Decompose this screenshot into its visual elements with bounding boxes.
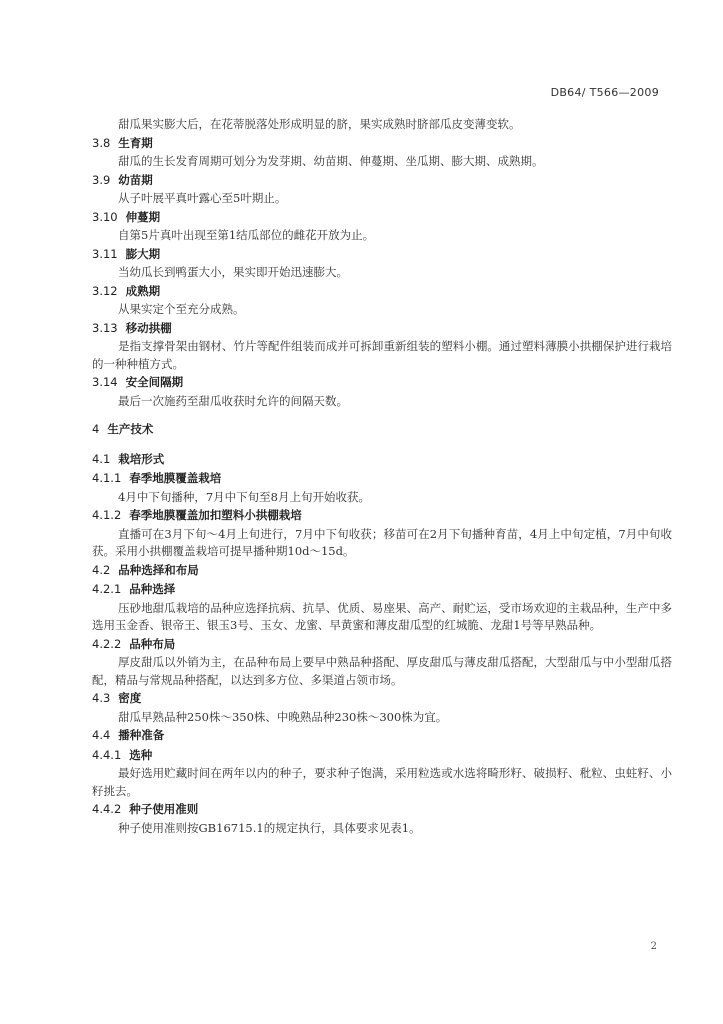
section-title: 春季地膜覆盖加扣塑料小拱棚栽培 xyxy=(129,508,302,522)
section-title: 品种选择和布局 xyxy=(118,562,199,577)
section-heading xyxy=(92,506,672,526)
section-title: 成熟期 xyxy=(125,283,161,298)
paragraph: 当幼瓜长到鸭蛋大小，果实即开始迅速膨大。 xyxy=(118,265,348,279)
section-heading xyxy=(92,800,672,820)
section-number: 4.4.2 xyxy=(92,802,122,816)
section-number: 3.9 xyxy=(92,172,111,187)
section-title: 幼苗期 xyxy=(118,172,153,187)
section-number: 4.1 xyxy=(92,451,111,466)
section-heading xyxy=(92,469,672,489)
section-heading xyxy=(92,134,672,154)
paragraph: 甜瓜早熟品种250株～350株、中晚熟品种230株～300株为宜。 xyxy=(118,709,448,724)
paragraph: 从果实定个至充分成熟。 xyxy=(118,302,245,316)
section-number: 3.8 xyxy=(92,135,111,150)
section-heading xyxy=(92,245,672,265)
paragraph: 是指支撑骨架由钢材、竹片等配件组装而成并可拆卸重新组装的塑料小棚。通过塑料薄膜小拱棚保护进行栽培的一种种植方式。 xyxy=(92,339,672,371)
section-number: 3.14 xyxy=(92,375,118,389)
section-heading xyxy=(92,208,672,228)
document-code: DB64/ T566—2009 xyxy=(550,86,659,99)
section-heading xyxy=(92,319,672,339)
paragraph: 种子使用准则按GB16715.1的规定执行，具体要求见表1。 xyxy=(118,820,421,835)
section-number: 3.12 xyxy=(92,283,118,298)
paragraph: 4月中下旬播种，7月中下旬至8月上旬开始收获。 xyxy=(118,489,370,504)
section-title: 栽培形式 xyxy=(118,451,165,466)
page-number: 2 xyxy=(650,941,657,952)
section-heading xyxy=(92,561,672,581)
section-heading xyxy=(92,171,672,191)
section-number: 4.2 xyxy=(92,562,111,577)
section-number: 4.2.2 xyxy=(92,636,122,651)
section-gap xyxy=(92,410,672,420)
section-heading xyxy=(92,689,672,709)
paragraph: 甜瓜的生长发育周期可划分为发芽期、幼苗期、伸蔓期、坐瓜期、膨大期、成熟期。 xyxy=(118,154,544,168)
paragraph: 压砂地甜瓜栽培的品种应选择抗病、抗旱、优质、易座果、高产、耐贮运，受市场欢迎的主栽品种，生产中多选用玉金香、银帝王、银玉3号、玉女、龙蜜、早黄蜜和薄皮甜瓜型的红城脆、龙甜1号等早熟品种。 xyxy=(92,600,672,632)
paragraph: 甜瓜果实膨大后，在花蒂脱落处形成明显的脐，果实成熟时脐部瓜皮变薄变软。 xyxy=(118,117,521,131)
section-title: 生产技术 xyxy=(107,422,154,436)
section-title: 移动拱棚 xyxy=(125,320,172,335)
section-number: 4.3 xyxy=(92,691,111,705)
section-gap xyxy=(92,440,672,450)
section-title: 伸蔓期 xyxy=(125,209,161,224)
section-heading xyxy=(92,726,672,746)
section-number: 3.10 xyxy=(92,209,118,224)
section-heading xyxy=(92,450,672,470)
section-heading xyxy=(92,282,672,302)
paragraph: 直播可在3月下旬～4月上旬进行，7月中下旬收获；移苗可在2月下旬播种育苗，4月上中旬定植，7月中旬收获。采用小拱棚覆盖栽培可提早播种期10d～15d。 xyxy=(92,526,672,558)
section-number: 4.1.1 xyxy=(92,471,122,485)
document-body xyxy=(92,116,672,837)
section-title: 品种选择 xyxy=(129,582,176,596)
section-title: 播种准备 xyxy=(118,728,165,742)
section-title: 春季地膜覆盖栽培 xyxy=(129,471,222,485)
section-number: 4.4.1 xyxy=(92,747,122,762)
section-title: 品种布局 xyxy=(129,636,176,651)
section-title: 膨大期 xyxy=(125,246,161,261)
section-title: 生育期 xyxy=(118,135,153,150)
section-number: 4.2.1 xyxy=(92,582,122,596)
section-title: 选种 xyxy=(129,747,153,762)
paragraph: 从子叶展平真叶露心至5叶期止。 xyxy=(118,191,287,205)
paragraph: 厚皮甜瓜以外销为主，在品种布局上要早中熟品种搭配、厚皮甜瓜与薄皮甜瓜搭配，大型甜瓜与中小型甜瓜搭配，精品与常规品种搭配，以达到多方位、多渠道占领市场。 xyxy=(92,655,672,687)
section-number: 4 xyxy=(92,422,100,436)
section-number: 3.11 xyxy=(92,246,118,261)
section-title: 密度 xyxy=(118,691,142,705)
paragraph: 最好选用贮藏时间在两年以内的种子，要求种子饱满，采用粒选或水选将畸形籽、破损籽、秕粒、虫蛀籽、小籽挑去。 xyxy=(92,766,672,798)
section-heading xyxy=(92,580,672,600)
section-title: 安全间隔期 xyxy=(125,375,184,389)
paragraph: 自第5片真叶出现至第1结瓜部位的雌花开放为止。 xyxy=(118,228,375,242)
section-heading xyxy=(92,746,672,766)
section-number: 4.4 xyxy=(92,728,111,742)
section-heading xyxy=(92,420,672,440)
paragraph: 最后一次施药至甜瓜收获时允许的间隔天数。 xyxy=(118,393,348,408)
section-number: 3.13 xyxy=(92,320,118,335)
section-heading xyxy=(92,635,672,655)
section-number: 4.1.2 xyxy=(92,508,122,522)
section-heading xyxy=(92,373,672,393)
section-title: 种子使用准则 xyxy=(129,802,199,816)
